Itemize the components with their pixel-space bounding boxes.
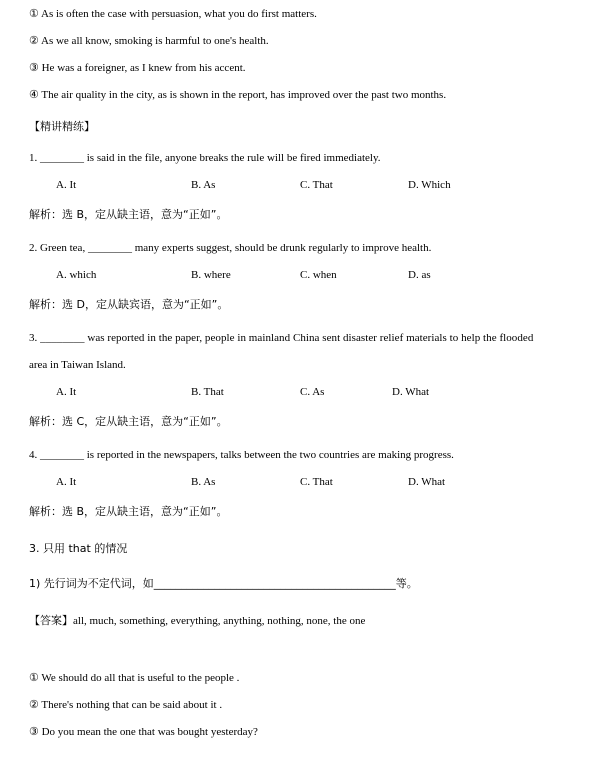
question-1-option-c: C. That: [300, 179, 333, 191]
question-4-option-c: C. That: [300, 476, 333, 488]
section-heading: 【精讲精练】: [29, 120, 95, 133]
question-1-option-b: B. As: [191, 179, 216, 191]
question-1-analysis: 解析：选 B，定从缺主语，意为“正如”。: [29, 208, 228, 221]
that-example-3: ③ Do you mean the one that was bought yesterday?: [29, 726, 258, 738]
that-example-2: ② There's nothing that can be said about it .: [29, 699, 223, 711]
question-3-option-d: D. What: [392, 386, 430, 398]
question-3-stem-line-1: 3. ________ was reported in the paper, people in mainland China sent disaster relief materials to help the flooded: [29, 332, 534, 344]
question-2-option-d: D. as: [408, 269, 431, 281]
question-1-option-d: D. Which: [408, 179, 451, 191]
question-4-option-a: A. It: [56, 476, 77, 488]
question-2-stem: 2. Green tea, ________ many experts suggest, should be drunk regularly to improve health.: [29, 242, 432, 254]
question-1-option-a: A. It: [56, 179, 77, 191]
question-4-stem: 4. ________ is reported in the newspapers, talks between the two countries are making progress.: [29, 449, 454, 461]
question-4-analysis: 解析：选 B，定从缺主语，意为“正如”。: [29, 505, 228, 518]
question-2-analysis: 解析：选 D，定从缺宾语，意为“正如”。: [29, 298, 229, 311]
question-4-option-d: D. What: [408, 476, 446, 488]
question-1-stem: 1. ________ is said in the file, anyone breaks the rule will be fired immediately.: [29, 152, 381, 164]
question-3-analysis: 解析：选 C，定从缺主语，意为“正如”。: [29, 415, 228, 428]
that-example-1: ① We should do all that is useful to the people .: [29, 672, 240, 684]
question-3-option-c: C. As: [300, 386, 325, 398]
example-sentence-2: ② As we all know, smoking is harmful to one's health.: [29, 35, 269, 47]
question-3-option-a: A. It: [56, 386, 77, 398]
example-sentence-4: ④ The air quality in the city, as is shown in the report, has improved over the past two months.: [29, 89, 447, 101]
question-2-option-b: B. where: [191, 269, 231, 281]
subsection-heading: 3. 只用 that 的情况: [29, 542, 128, 555]
question-4-option-b: B. As: [191, 476, 216, 488]
question-3-option-b: B. That: [191, 386, 224, 398]
answer-line: 【答案】all, much, something, everything, anything, nothing, none, the one: [29, 615, 366, 627]
example-sentence-1: ① As is often the case with persuasion, what you do first matters.: [29, 8, 317, 20]
question-3-stem-line-2: area in Taiwan Island.: [29, 359, 126, 371]
question-2-option-a: A. which: [56, 269, 97, 281]
fill-in-blank-line: 1) 先行词为不定代词，如____________________________________________等。: [29, 577, 418, 590]
example-sentence-3: ③ He was a foreigner, as I knew from his accent.: [29, 62, 246, 74]
question-2-option-c: C. when: [300, 269, 337, 281]
